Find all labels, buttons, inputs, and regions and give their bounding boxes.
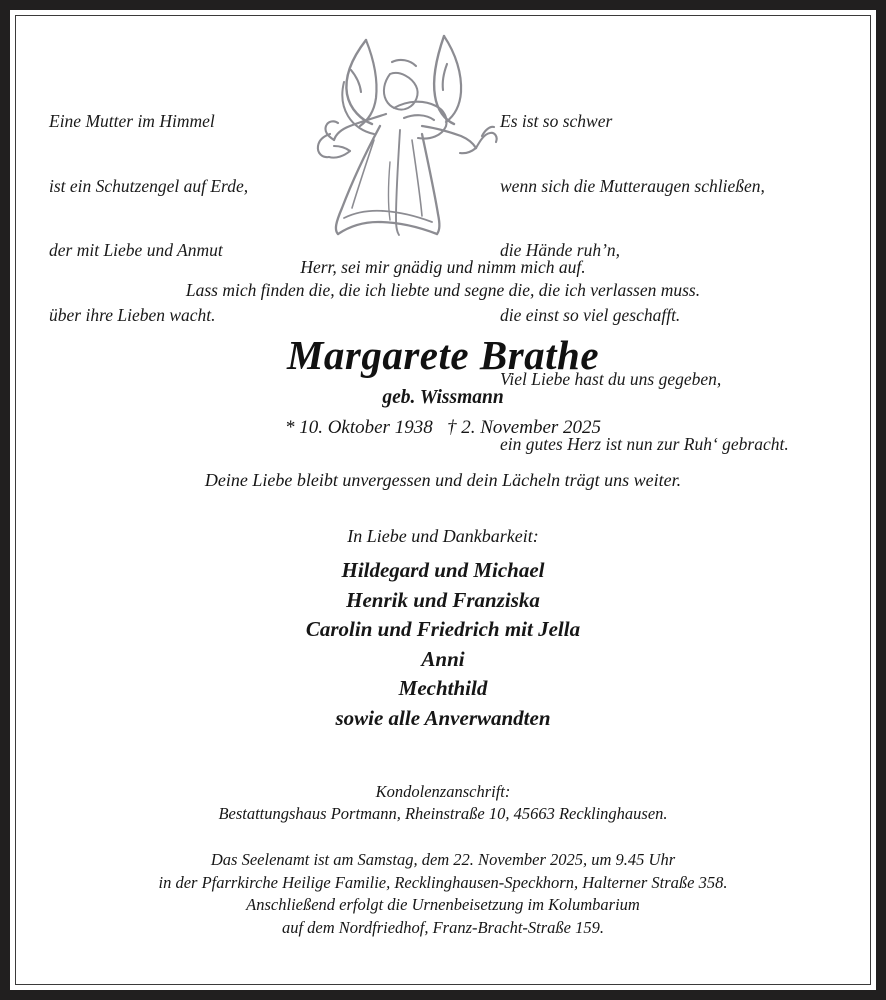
poem-right-line: ein gutes Herz ist nun zur Ruh‘ gebracht.	[500, 433, 789, 454]
prayer-line: Herr, sei mir gnädig und nimm mich auf.	[300, 257, 586, 277]
gratitude-heading: In Liebe und Dankbarkeit:	[347, 526, 539, 546]
deceased-name: Margarete Brathe	[286, 332, 600, 378]
family-list	[16, 556, 870, 733]
angel-icon	[304, 22, 500, 238]
poem-left-line: ist ein Schutzengel auf Erde,	[49, 175, 249, 196]
notice-inner-border	[15, 15, 871, 985]
notice-frame-gap	[10, 10, 876, 990]
prayer-line: Lass mich finden die, die ich liebte und segne die, die ich verlassen muss.	[185, 280, 701, 300]
poem-right	[500, 68, 789, 498]
deceased-dates: * 10. Oktober 1938 † 2. November 2025	[284, 417, 602, 438]
poem-right-line: Es ist so schwer	[500, 111, 613, 131]
service-line: auf dem Nordfriedhof, Franz-Bracht-Straße 159.	[281, 917, 605, 937]
service-line: in der Pfarrkirche Heilige Familie, Recklinghausen-Speckhorn, Halterner Straße 358.	[158, 872, 728, 892]
poem-left	[49, 68, 248, 369]
family-line: Carolin und Friedrich mit Jella	[305, 617, 581, 641]
condolence-address: Bestattungshaus Portmann, Rheinstraße 10, 45663 Recklinghausen.	[218, 804, 668, 823]
family-line: Henrik und Franziska	[346, 587, 540, 612]
poem-right-line: die einst so viel geschafft.	[500, 304, 681, 325]
service-line: Das Seelenamt ist am Samstag, dem 22. November 2025, um 9.45 Uhr	[210, 850, 676, 869]
service-line: Anschließend erfolgt die Urnenbeisetzung im Kolumbarium	[246, 895, 640, 914]
condolence-heading: Kondolenzanschrift:	[375, 782, 511, 801]
poem-right-line: wenn sich die Mutteraugen schließen,	[500, 175, 765, 196]
family-line: Mechthild	[398, 676, 488, 700]
poem-left-line: Eine Mutter im Himmel	[49, 111, 215, 131]
poem-left-line: der mit Liebe und Anmut	[49, 240, 223, 260]
family-line: Hildegard und Michael	[341, 558, 545, 582]
family-line: Anni	[421, 646, 465, 671]
poem-right-line: Viel Liebe hast du uns gegeben,	[500, 369, 722, 389]
poem-right-line: die Hände ruh’n,	[500, 240, 621, 260]
epitaph-text: Deine Liebe bleibt unvergessen und dein Lächeln trägt uns weiter.	[204, 470, 682, 490]
condolence-block	[16, 781, 870, 825]
deceased-maiden-name: geb. Wissmann	[382, 387, 504, 408]
family-line: sowie alle Anverwandten	[335, 705, 551, 730]
service-details	[16, 849, 870, 939]
poem-left-line: über ihre Lieben wacht.	[49, 304, 216, 325]
